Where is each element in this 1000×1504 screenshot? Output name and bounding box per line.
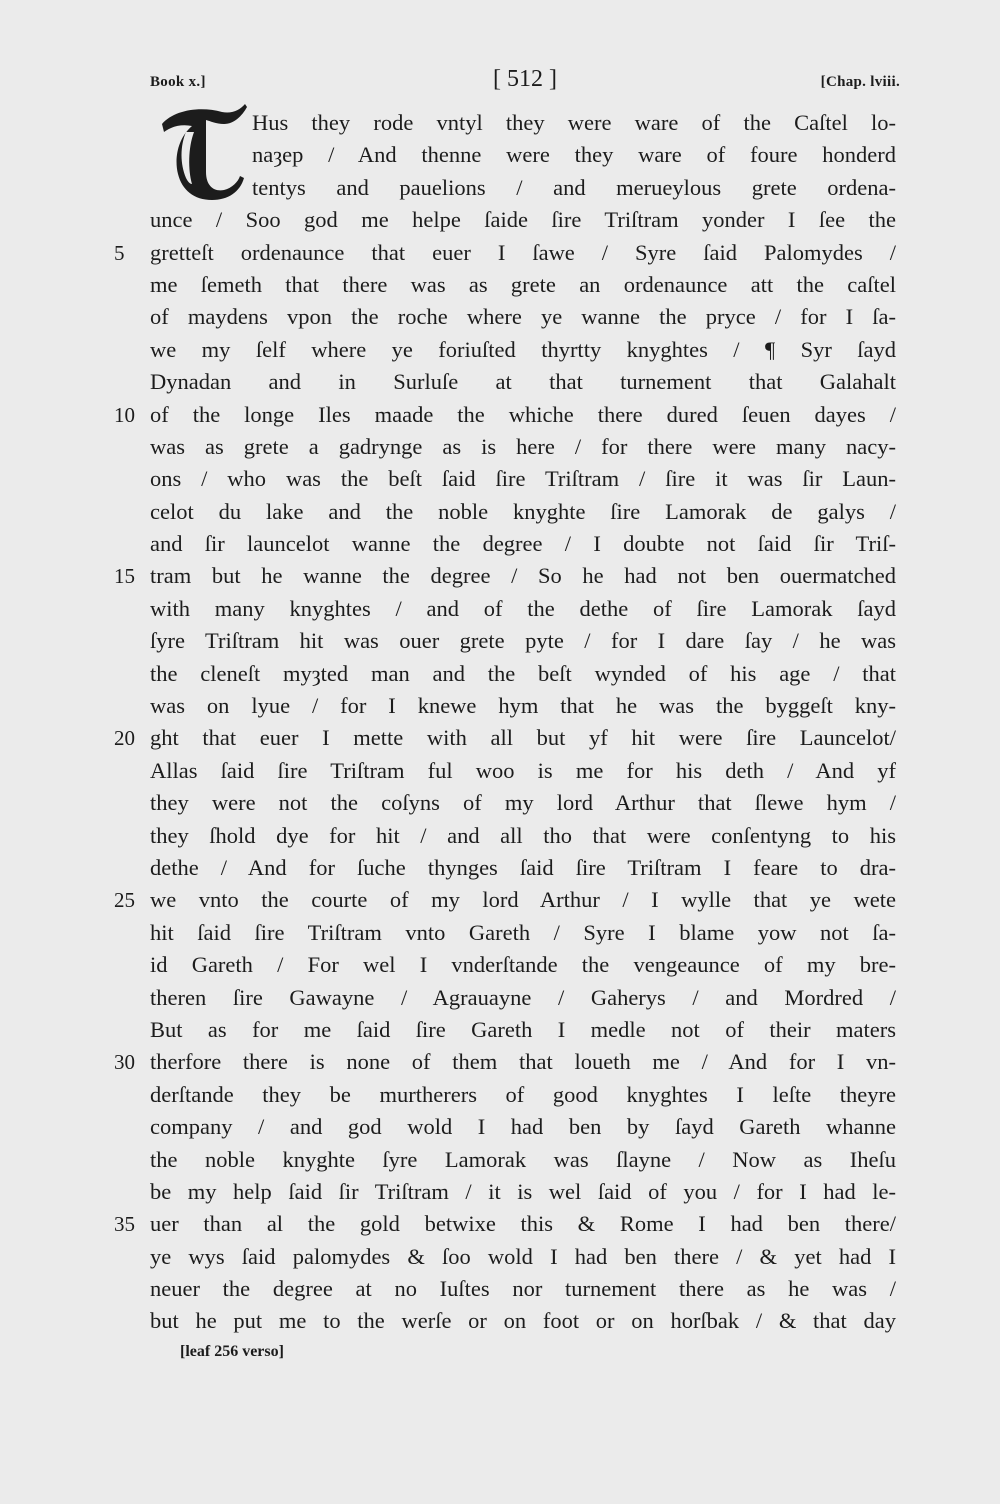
line-text: celot du lake and the noble knyghte ſire Lamorak de galys / [150,498,896,524]
line-text: hit ſaid ſire Triſtram vnto Gareth / Syre I blame yow not ſa- [150,919,896,945]
line-number: 15 [114,564,135,589]
line-text: we vnto the courte of my lord Arthur / I wylle that ye wete [150,887,896,913]
text-line-36 [150,1241,896,1273]
text-line-4 [150,204,896,236]
text-line-22 [150,787,896,819]
text-line-33 [150,1144,896,1176]
line-text: the cleneſt myȝted man and the beſt wynded of his age / that [150,660,896,686]
text-line-34 [150,1176,896,1208]
text-line-29 [150,1014,896,1046]
line-number: 35 [114,1212,135,1237]
line-text: but he put me to the werſe or on foot or on horſbak / & that day [150,1308,896,1334]
text-line-13 [150,496,896,528]
text-line-30 [114,1046,896,1078]
line-number: 30 [114,1050,135,1075]
text-line-8 [150,334,896,366]
text-line-21 [150,755,896,787]
text-line-3 [252,172,896,204]
line-text: be my help ſaid ſir Triſtram / it is wel ſaid of you / for I had le- [150,1178,896,1204]
text-line-7 [150,301,896,333]
line-text: naȝep / And thenne were they ware of foure honderd [252,142,896,168]
line-text: of maydens vpon the roche where ye wanne the pryce / for I ſa- [150,304,896,330]
main-text [114,107,896,1338]
text-line-19 [150,690,896,722]
line-text: Allas ſaid ſire Triſtram ful woo is me for his deth / And yf [150,757,896,783]
text-line-26 [150,917,896,949]
text-line-16 [150,593,896,625]
text-line-1 [252,107,896,139]
line-text: we my ſelf where ye foriuſted thyrtty knyghtes / ¶ Syr ſayd [150,336,896,362]
text-line-35 [114,1208,896,1240]
line-text: with many knyghtes / and of the dethe of ſire Lamorak ſayd [150,595,896,621]
line-text: me ſemeth that there was as grete an ordenaunce att the caſtel [150,271,896,297]
line-text: ſyre Triſtram hit was ouer grete pyte / for I dare ſay / he was [150,628,896,654]
line-number: 5 [114,240,125,265]
line-text: and ſir launcelot wanne the degree / I doubte not ſaid ſir Triſ- [150,531,896,557]
text-line-9 [150,366,896,398]
text-line-38 [150,1305,896,1337]
leaf-note: [leaf 256 verso] [180,1343,284,1360]
line-text: theren ſire Gawayne / Agrauayne / Gaherys / and Mordred / [150,984,896,1010]
text-line-5 [114,237,896,269]
line-number: 20 [114,726,135,751]
line-text: But as for me ſaid ſire Gareth I medle not of their maters [150,1016,896,1042]
line-text: uer than al the gold betwixe this & Rome I had ben there/ [150,1211,896,1237]
line-text: dethe / And for ſuche thynges ſaid ſire Triſtram I feare to dra- [150,854,896,880]
line-text: was on lyue / for I knewe hym that he was the byggeſt kny- [150,693,896,719]
chapter-label: [Chap. lviii. [820,74,900,90]
text-line-32 [150,1111,896,1143]
line-number: 25 [114,888,135,913]
line-text: neuer the degree at no Iuſtes nor turnement there as he was / [150,1276,896,1302]
line-text: gretteſt ordenaunce that euer I ſawe / Syre ſaid Palomydes / [150,239,896,265]
line-text: unce / Soo god me helpe ſaide ſire Triſtram yonder I ſee the [150,207,896,233]
text-line-14 [150,528,896,560]
line-text: was as grete a gadrynge as is here / for there were many nacy- [150,433,896,459]
line-text: the noble knyghte ſyre Lamorak was ſlayne / Now as Iheſu [150,1146,896,1172]
line-text: id Gareth / For wel I vnderſtande the vengeaunce of my bre- [150,952,896,978]
text-line-18 [150,658,896,690]
text-line-6 [150,269,896,301]
line-text: Hus they rode vntyl they were ware of the Caſtel lo- [252,110,896,135]
page-number: [ 512 ] [493,66,557,92]
text-line-10 [114,399,896,431]
book-label: Book x.] [150,74,206,90]
text-line-23 [150,820,896,852]
line-text: therfore there is none of them that loueth me / And for I vn- [150,1049,896,1075]
line-text: ons / who was the beſt ſaid ſire Triſtram / ſire it was ſir Laun- [150,466,896,492]
text-line-28 [150,982,896,1014]
line-text: tram but he wanne the degree / So he had not ben ouermatched [150,563,896,589]
line-text: they were not the coſyns of my lord Arthur that ſlewe hym / [150,790,896,816]
running-header [150,66,900,96]
line-text: ye wys ſaid palomydes & ſoo wold I had ben there / & yet had I [150,1243,896,1269]
line-text: Dynadan and in Surluſe at that turnement that Galahalt [150,369,896,395]
text-line-31 [150,1079,896,1111]
line-text: derſtande they be murtherers of good knyghtes I leſte theyre [150,1081,896,1107]
text-line-37 [150,1273,896,1305]
text-line-12 [150,463,896,495]
text-line-2 [252,139,896,171]
line-text: company / and god wold I had ben by ſayd Gareth whanne [150,1114,896,1140]
text-line-25 [114,884,896,916]
text-line-24 [150,852,896,884]
line-number: 10 [114,402,135,427]
line-text: ght that euer I mette with all but yf hit were ſire Launcelot/ [150,725,896,751]
text-line-27 [150,949,896,981]
text-line-20 [114,722,896,754]
line-text: tentys and pauelions / and merueylous grete ordena- [252,174,896,200]
text-line-15 [114,560,896,592]
line-text: of the longe Iles maade the whiche there dured ſeuen dayes / [150,401,896,427]
text-line-11 [150,431,896,463]
text-line-17 [150,625,896,657]
line-text: they ſhold dye for hit / and all tho that were conſentyng to his [150,822,896,848]
